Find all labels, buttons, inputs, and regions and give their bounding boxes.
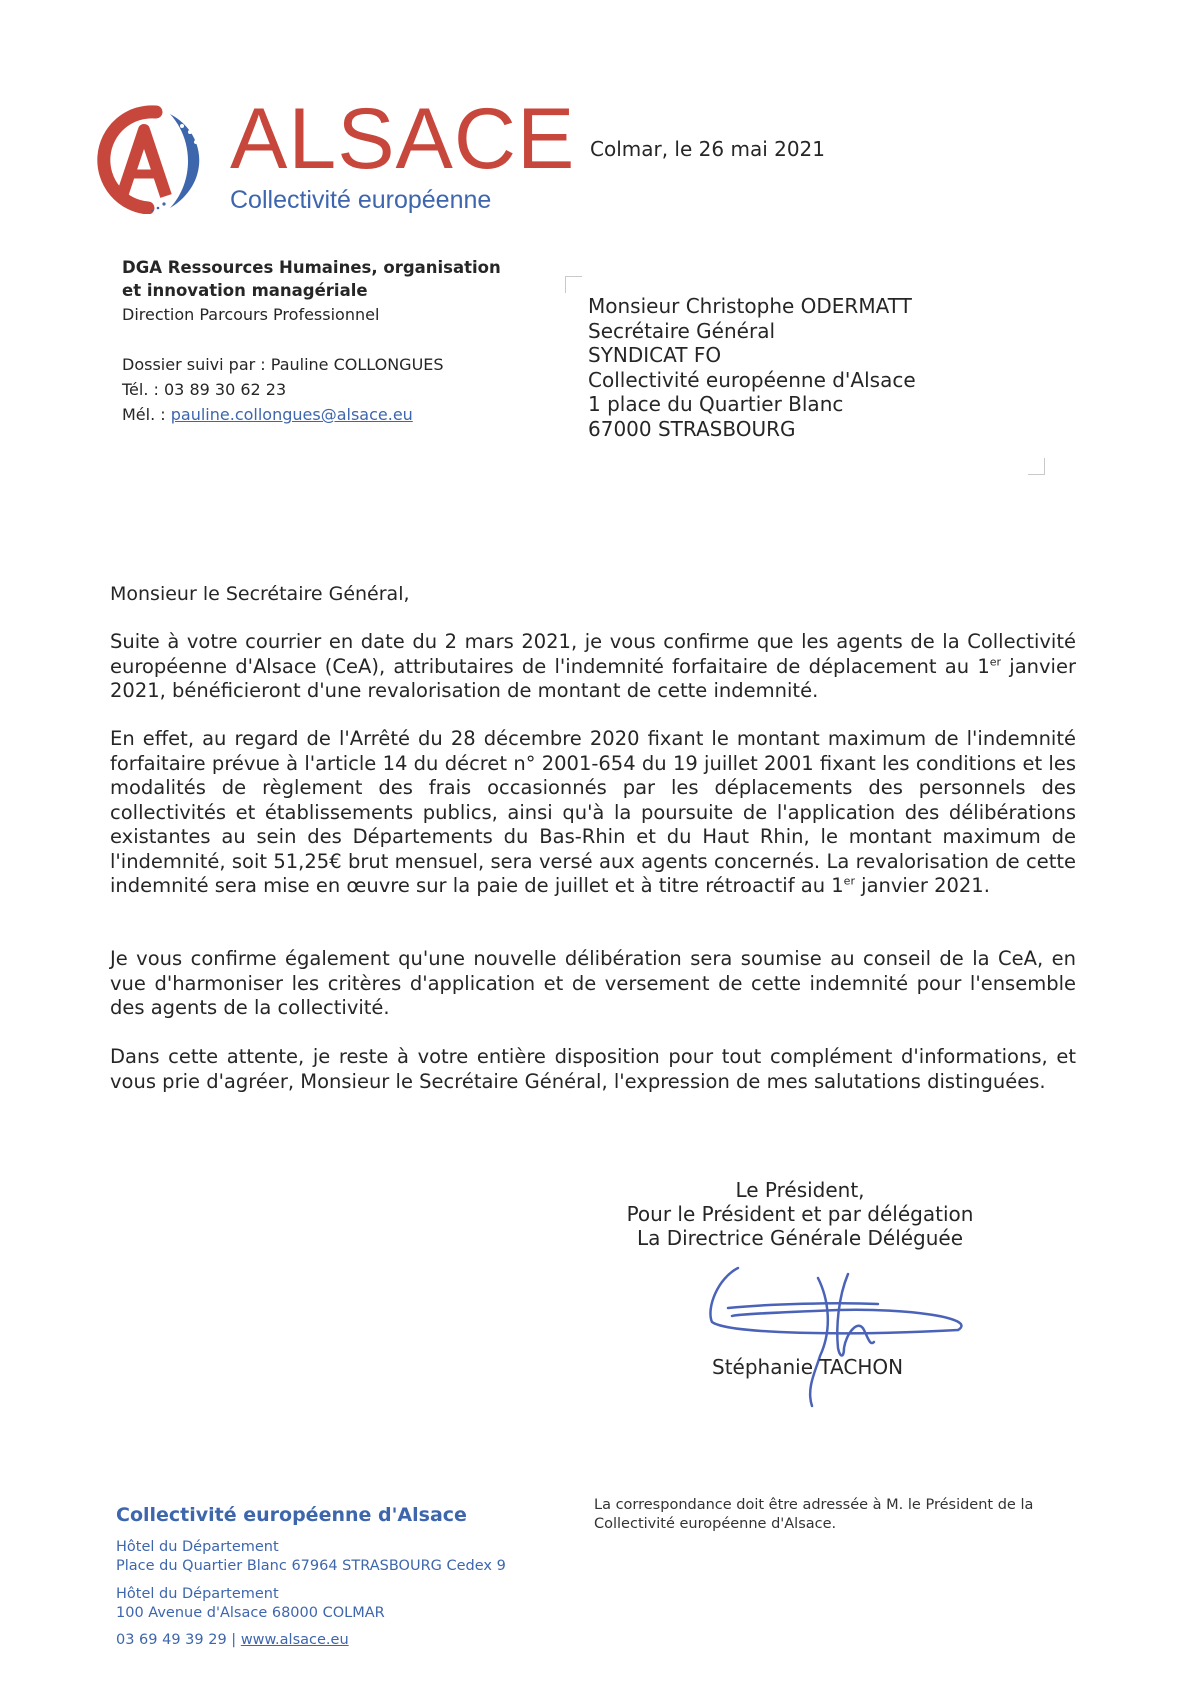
- body-paragraph-2: [110, 727, 1076, 899]
- logo-subtitle: Collectivité européenne: [230, 186, 492, 214]
- recipient-title: Secrétaire Général: [588, 318, 776, 343]
- footer-address-2-line-2: 100 Avenue d'Alsace 68000 COLMAR: [116, 1605, 385, 1621]
- logo-wordmark: ALSACE: [230, 91, 576, 187]
- handwritten-signature-icon: [688, 1238, 968, 1418]
- body-paragraph-1: [110, 630, 1076, 704]
- recipient-organization: Collectivité européenne d'Alsace: [588, 367, 916, 392]
- address-window-corner-bottom: [1028, 458, 1045, 475]
- recipient-street: 1 place du Quartier Blanc: [588, 392, 844, 416]
- sender-email-label: Mél. :: [122, 405, 171, 424]
- recipient-address: [588, 294, 916, 441]
- footer-correspondence-note: La correspondance doit être adressée à M. le Président de la Collectivité européenne d'Alsace.: [594, 1497, 1034, 1532]
- footer-address-2-line-1: Hôtel du Département: [116, 1586, 279, 1602]
- salutation: Monsieur le Secrétaire Général,: [110, 583, 410, 605]
- p1-text-a: Suite à votre courrier en date du 2 mars 2021, je vous confirme que les agents de la Collectivité européenne d'Alsace (CeA), attributaires de l'indemnité forfaitaire de déplacement au 1: [110, 630, 1076, 678]
- footer-separator: |: [226, 1632, 241, 1648]
- footer-phone: 03 69 49 39 29: [116, 1632, 227, 1648]
- p1-text-b: janvier 2021, bénéficieront d'une revalorisation de montant de cette indemnité.: [110, 654, 1076, 702]
- signatory-name: Stéphanie TACHON: [712, 1355, 904, 1379]
- sender-direction: Direction Parcours Professionnel: [122, 305, 380, 324]
- p1-superscript: er: [989, 655, 1002, 668]
- letter-date: Colmar, le 26 mai 2021: [590, 137, 826, 161]
- address-window-corner-top: [565, 276, 582, 293]
- alsace-logo-icon: [78, 104, 218, 214]
- sender-department: DGA Ressources Humaines, organisation et innovation managériale: [122, 258, 501, 300]
- recipient-union: SYNDICAT FO: [588, 343, 722, 367]
- recipient-name: Monsieur Christophe ODERMATT: [588, 294, 912, 318]
- p2-text-a: En effet, au regard de l'Arrêté du 28 décembre 2020 fixant le montant maximum de l'indemnité forfaitaire prévue à l'article 14 du décret n° 2001-654 du 19 juillet 2001 fixant les conditions et les modalités de règlement des frais occasionnés par les déplacements des personnels des collectivités et établissements publics, ainsi qu'à la poursuite de l'application des délibérations existantes au sein des Départements du Bas-Rhin et du Haut Rhin, le montant maximum de l'indemnité, soit 51,25€ brut mensuel, sera versé aux agents concernés. La revalorisation de cette indemnité sera mise en œuvre sur la paie de juillet et à titre rétroactif au 1: [110, 727, 1076, 897]
- footer-organization: Collectivité européenne d'Alsace: [116, 1504, 467, 1526]
- body-paragraph-4: Dans cette attente, je reste à votre entière disposition pour tout complément d'informations, et vous prie d'agréer, Monsieur le Secrétaire Général, l'expression de mes salutations distinguées.: [110, 1045, 1076, 1093]
- signature-line-delegation: Pour le Président et par délégation: [626, 1202, 974, 1226]
- footer-address-colmar: [116, 1585, 385, 1623]
- footer-website-link[interactable]: www.alsace.eu: [240, 1632, 349, 1648]
- sender-email: [122, 405, 413, 426]
- sender-phone: Tél. : 03 89 30 62 23: [122, 380, 287, 399]
- signature-line-president: Le Président,: [735, 1178, 865, 1202]
- p2-text-b: janvier 2021.: [854, 874, 990, 897]
- sender-dossier: Dossier suivi par : Pauline COLLONGUES: [122, 355, 444, 374]
- footer-contact: [116, 1631, 349, 1650]
- body-paragraph-3: Je vous confirme également qu'une nouvelle délibération sera soumise au conseil de la CeA, en vue d'harmoniser les critères d'application et de versement de cette indemnité pour l'ensemble des agents de la collectivité.: [110, 947, 1076, 1019]
- footer-address-1-line-2: Place du Quartier Blanc 67964 STRASBOURG Cedex 9: [116, 1558, 506, 1574]
- signature-line-role: La Directrice Générale Déléguée: [636, 1226, 964, 1250]
- recipient-city: 67000 STRASBOURG: [588, 416, 796, 441]
- footer-address-1-line-1: Hôtel du Département: [116, 1539, 279, 1555]
- sender-email-link[interactable]: pauline.collongues@alsace.eu: [170, 405, 413, 424]
- footer-address-strasbourg: [116, 1538, 506, 1576]
- p2-superscript: er: [843, 874, 855, 888]
